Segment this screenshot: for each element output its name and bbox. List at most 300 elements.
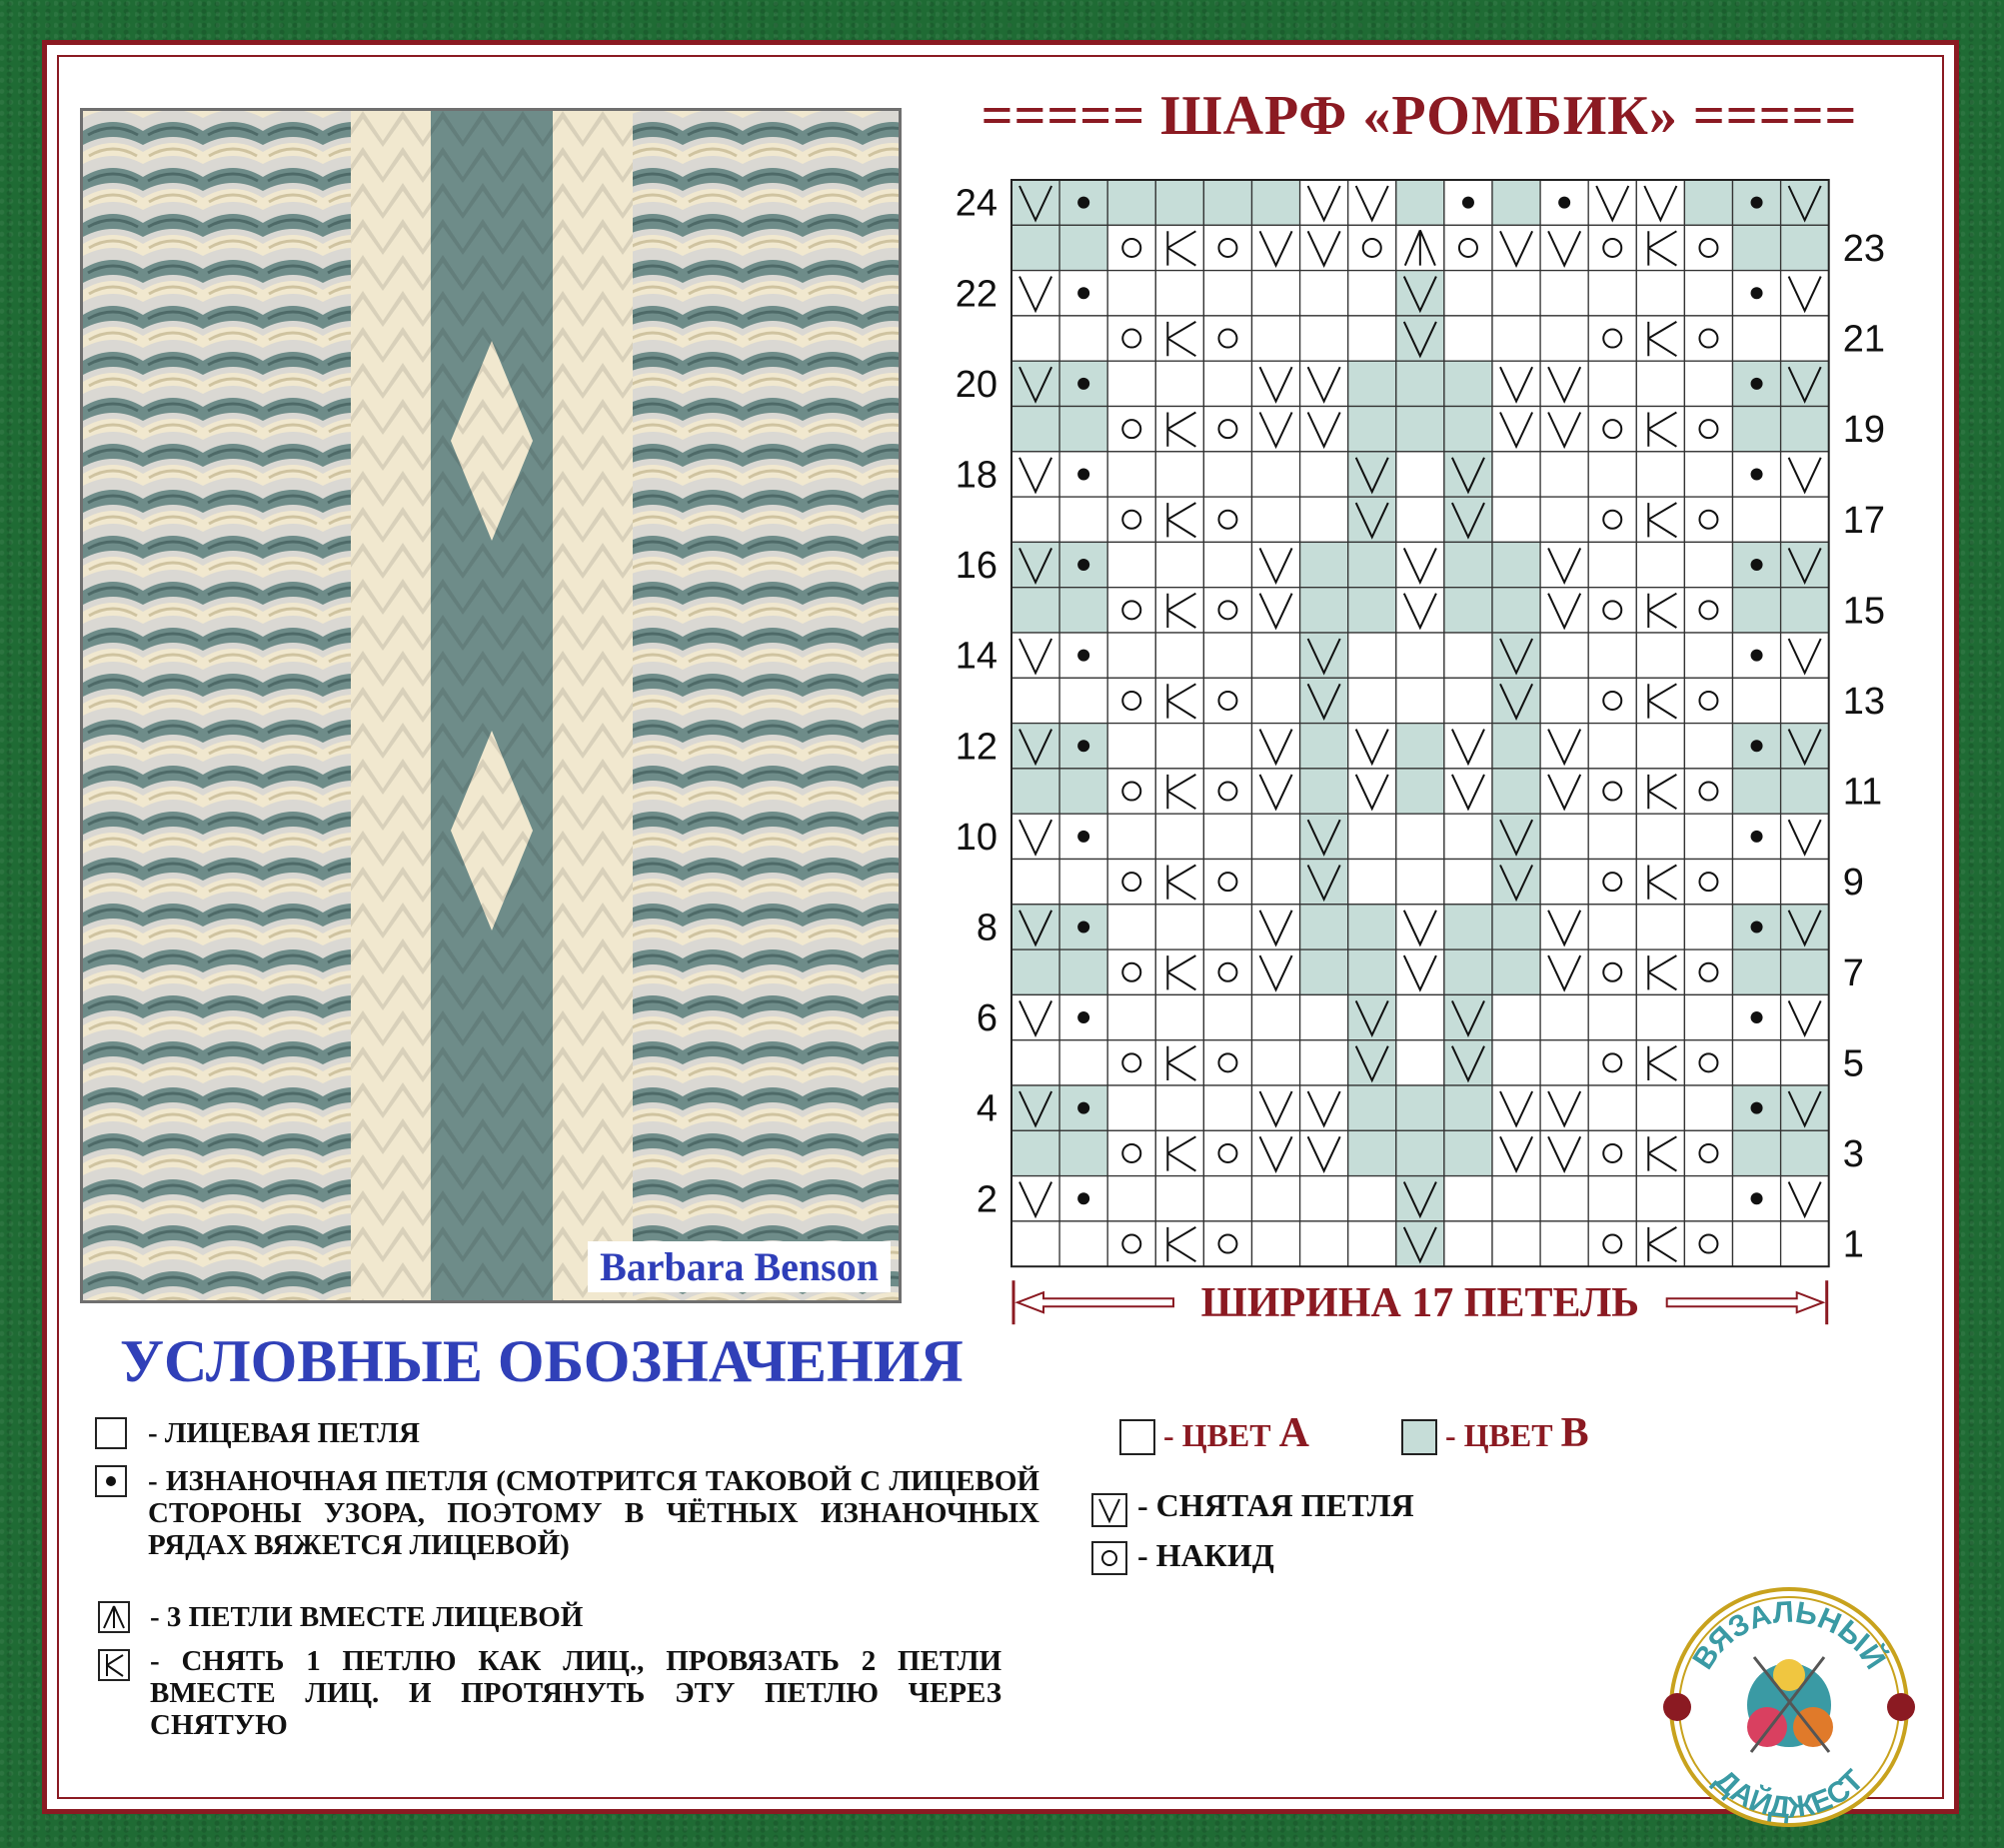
- chart-cell: [1155, 1130, 1203, 1175]
- row-label-right: 19: [1842, 409, 1885, 452]
- chart-cell: [1300, 316, 1348, 361]
- chart-cell: [1203, 361, 1251, 406]
- chart-cell: [1636, 316, 1684, 361]
- chart-cell: [1252, 452, 1300, 497]
- chart-cell: [1155, 678, 1203, 723]
- chart-cell: [1588, 361, 1636, 406]
- chart-cell: [1588, 678, 1636, 723]
- chart-cell: [1636, 1130, 1684, 1175]
- chart-cell: [1492, 1040, 1540, 1085]
- chart-cell: [1684, 180, 1732, 225]
- chart-cell: [1733, 1040, 1781, 1085]
- legend-color-b: [1445, 1410, 1589, 1456]
- chart-cell: [1107, 225, 1155, 270]
- chart-cell: [1155, 860, 1203, 905]
- chart-cell: [1636, 271, 1684, 316]
- purl-mark: [1077, 1192, 1089, 1204]
- purl-mark: [1077, 1102, 1089, 1114]
- chart-cell: [1155, 316, 1203, 361]
- purl-mark: [1751, 1011, 1763, 1023]
- chart-cell: [1107, 1085, 1155, 1130]
- chart-cell: [1636, 1176, 1684, 1221]
- purl-mark: [1751, 1192, 1763, 1204]
- chart-cell: [1107, 271, 1155, 316]
- logo-bottom-text: ДАЙДЖЕСТ: [1707, 1763, 1871, 1825]
- chart-cell: [1300, 949, 1348, 994]
- k3tog-symbol: [98, 1601, 130, 1633]
- row-label-left: 20: [955, 363, 998, 406]
- chart-cell: [1300, 769, 1348, 814]
- row-label-right: 3: [1842, 1132, 1864, 1175]
- chart-cell: [1348, 588, 1396, 633]
- chart-cell: [1588, 633, 1636, 678]
- purl-mark: [1077, 921, 1089, 932]
- chart-cell: [1684, 905, 1732, 949]
- purl-mark: [1751, 740, 1763, 752]
- purl-mark: [1751, 650, 1763, 662]
- chart-cell: [1684, 814, 1732, 859]
- chart-cell: [1444, 271, 1492, 316]
- chart-cell: [1684, 542, 1732, 587]
- chart-cell: [1011, 225, 1059, 270]
- chart-cell: [1540, 497, 1588, 542]
- purl-mark: [1558, 197, 1570, 209]
- chart-cell: [1155, 814, 1203, 859]
- chart-cell: [1155, 407, 1203, 452]
- chart-cell: [1107, 542, 1155, 587]
- chart-cell: [1300, 497, 1348, 542]
- legend-yarn-over: - НАКИД: [1137, 1537, 1274, 1573]
- chart-cell: [1636, 452, 1684, 497]
- chart-cell: [1059, 316, 1107, 361]
- chart-cell: [1203, 949, 1251, 994]
- legend-slipped: - СНЯТАЯ ПЕТЛЯ: [1137, 1487, 1414, 1523]
- chart-cell: [1107, 1130, 1155, 1175]
- chart-cell: [1781, 860, 1829, 905]
- chart-cell: [1540, 678, 1588, 723]
- chart-cell: [1203, 1221, 1251, 1266]
- chart-cell: [1155, 1221, 1203, 1266]
- chart-cell: [1781, 497, 1829, 542]
- chart-cell: [1011, 497, 1059, 542]
- chart-cell: [1155, 361, 1203, 406]
- chart-cell: [1781, 1221, 1829, 1266]
- chart-cell: [1203, 814, 1251, 859]
- chart-cell: [1444, 1085, 1492, 1130]
- chart-cell: [1300, 452, 1348, 497]
- chart-cell: [1396, 678, 1444, 723]
- chart-cell: [1636, 588, 1684, 633]
- chart-cell: [1252, 633, 1300, 678]
- row-label-right: 5: [1842, 1042, 1864, 1085]
- chart-cell: [1059, 1130, 1107, 1175]
- chart-cell: [1492, 994, 1540, 1039]
- chart-cell: [1155, 1040, 1203, 1085]
- chart-cell: [1684, 1221, 1732, 1266]
- chart-cell: [1396, 814, 1444, 859]
- row-label-right: 15: [1842, 590, 1885, 633]
- chart-cell: [1300, 542, 1348, 587]
- sk2p-symbol: [98, 1649, 130, 1681]
- chart-cell: [1492, 542, 1540, 587]
- chart-cell: [1540, 633, 1588, 678]
- chart-cell: [1252, 814, 1300, 859]
- chart-cell: [1203, 452, 1251, 497]
- chart-cell: [1588, 769, 1636, 814]
- chart-cell: [1636, 497, 1684, 542]
- knit-symbol: [95, 1417, 127, 1449]
- chart-cell: [1492, 497, 1540, 542]
- chart-cell: [1300, 905, 1348, 949]
- chart-cell: [1011, 1130, 1059, 1175]
- chart-cell: [1540, 814, 1588, 859]
- chart-cell: [1444, 633, 1492, 678]
- chart-cell: [1492, 452, 1540, 497]
- chart-cell: [1684, 497, 1732, 542]
- chart-cell: [1492, 905, 1540, 949]
- chart-cell: [1155, 180, 1203, 225]
- chart-cell: [1588, 271, 1636, 316]
- chart-cell: [1540, 860, 1588, 905]
- chart-cell: [1107, 949, 1155, 994]
- chart-cell: [1684, 994, 1732, 1039]
- purl-mark: [1751, 378, 1763, 390]
- chart-cell: [1588, 497, 1636, 542]
- chart-cell: [1348, 407, 1396, 452]
- chart-cell: [1588, 1130, 1636, 1175]
- row-label-left: 16: [955, 545, 998, 588]
- chart-cell: [1300, 588, 1348, 633]
- chart-cell: [1588, 225, 1636, 270]
- chart-grid: [1011, 180, 1829, 1266]
- chart-cell: [1107, 1176, 1155, 1221]
- chart-cell: [1011, 949, 1059, 994]
- chart-cell: [1684, 633, 1732, 678]
- chart-cell: [1588, 316, 1636, 361]
- color-b-swatch: [1401, 1419, 1437, 1455]
- chart-cell: [1396, 1085, 1444, 1130]
- chart-cell: [1733, 769, 1781, 814]
- chart-cell: [1396, 497, 1444, 542]
- chart-cell: [1203, 542, 1251, 587]
- chart-cell: [1203, 225, 1251, 270]
- chart-cell: [1059, 588, 1107, 633]
- purl-mark: [1077, 1011, 1089, 1023]
- color-b-letter: В: [1560, 1410, 1589, 1456]
- logo-top-text: ВЯЗАЛЬНЫЙ: [1686, 1595, 1892, 1676]
- chart-cell: [1684, 1040, 1732, 1085]
- chart-cell: [1781, 678, 1829, 723]
- chart-title: ===== ШАРФ «РОМБИК» =====: [981, 85, 1858, 147]
- chart-cell: [1348, 225, 1396, 270]
- chart-cell: [1781, 1130, 1829, 1175]
- row-label-left: 10: [955, 816, 998, 859]
- chart-cell: [1540, 1040, 1588, 1085]
- chart-cell: [1733, 225, 1781, 270]
- chart-cell: [1348, 316, 1396, 361]
- legend-sk2p: - СНЯТЬ 1 ПЕТЛЮ КАК ЛИЦ., ПРОВЯЗАТЬ 2 ПЕТЛИ ВМЕСТЕ ЛИЦ. И ПРОТЯНУТЬ ЭТУ ПЕТЛЮ ЧЕРЕЗ СНЯТУЮ: [150, 1645, 1002, 1741]
- chart-cell: [1684, 316, 1732, 361]
- chart-cell: [1588, 949, 1636, 994]
- chart-cell: [1203, 905, 1251, 949]
- vyazalny-digest-logo: [1659, 1577, 1919, 1837]
- chart-cell: [1684, 1085, 1732, 1130]
- chart-cell: [1300, 1176, 1348, 1221]
- chart-cell: [1396, 180, 1444, 225]
- legend-k3tog: - 3 ПЕТЛИ ВМЕСТЕ ЛИЦЕВОЙ: [150, 1601, 584, 1633]
- chart-cell: [1396, 724, 1444, 769]
- yarn-over-symbol: [1091, 1541, 1127, 1575]
- chart-cell: [1203, 994, 1251, 1039]
- color-a-prefix: - ЦВЕТ: [1163, 1417, 1271, 1453]
- chart-cell: [1733, 588, 1781, 633]
- chart-cell: [1011, 769, 1059, 814]
- purl-symbol: [95, 1465, 127, 1497]
- chart-cell: [1203, 860, 1251, 905]
- chart-cell: [1588, 905, 1636, 949]
- chart-cell: [1155, 1176, 1203, 1221]
- chart-cell: [1107, 769, 1155, 814]
- chart-cell: [1203, 678, 1251, 723]
- chart-cell: [1348, 814, 1396, 859]
- purl-mark: [1077, 650, 1089, 662]
- chart-cell: [1107, 678, 1155, 723]
- chart-cell: [1348, 271, 1396, 316]
- chart-cell: [1636, 225, 1684, 270]
- chart-cell: [1636, 860, 1684, 905]
- chart-cell: [1636, 949, 1684, 994]
- row-label-left: 22: [955, 273, 998, 316]
- chart-cell: [1588, 1221, 1636, 1266]
- chart-cell: [1203, 769, 1251, 814]
- chart-cell: [1492, 316, 1540, 361]
- chart-cell: [1348, 1176, 1396, 1221]
- chart-cell: [1011, 1040, 1059, 1085]
- chart-cell: [1781, 316, 1829, 361]
- chart-cell: [1348, 860, 1396, 905]
- chart-cell: [1059, 860, 1107, 905]
- chart-cell: [1588, 588, 1636, 633]
- chart-cell: [1444, 316, 1492, 361]
- chart-cell: [1155, 497, 1203, 542]
- purl-mark: [1751, 921, 1763, 932]
- chart-cell: [1203, 724, 1251, 769]
- chart-cell: [1107, 361, 1155, 406]
- chart-cell: [1203, 407, 1251, 452]
- chart-cell: [1300, 724, 1348, 769]
- purl-mark: [1462, 197, 1474, 209]
- chart-cell: [1444, 678, 1492, 723]
- chart-cell: [1396, 860, 1444, 905]
- chart-cell: [1107, 452, 1155, 497]
- chart-cell: [1636, 724, 1684, 769]
- chart-cell: [1348, 1221, 1396, 1266]
- chart-cell: [1203, 497, 1251, 542]
- purl-mark: [1751, 1102, 1763, 1114]
- legend-color-a: [1163, 1410, 1309, 1456]
- chart-cell: [1684, 407, 1732, 452]
- chart-cell: [1107, 814, 1155, 859]
- chart-cell: [1492, 949, 1540, 994]
- chart-cell: [1684, 1130, 1732, 1175]
- chart-cell: [1781, 407, 1829, 452]
- chart-cell: [1348, 361, 1396, 406]
- chart-cell: [1492, 271, 1540, 316]
- chart-cell: [1348, 542, 1396, 587]
- chart-cell: [1203, 1176, 1251, 1221]
- row-label-right: 13: [1842, 680, 1885, 723]
- chart-cell: [1492, 588, 1540, 633]
- chart-cell: [1011, 678, 1059, 723]
- chart-cell: [1155, 225, 1203, 270]
- row-label-left: 6: [976, 997, 998, 1040]
- chart-cell: [1684, 452, 1732, 497]
- row-label-right: 1: [1842, 1223, 1864, 1266]
- slipped-symbol: [1091, 1493, 1127, 1527]
- chart-cell: [1444, 1176, 1492, 1221]
- chart-cell: [1781, 225, 1829, 270]
- row-label-left: 24: [955, 182, 998, 225]
- chart-cell: [1107, 633, 1155, 678]
- chart-cell: [1444, 1130, 1492, 1175]
- chart-cell: [1107, 994, 1155, 1039]
- chart-cell: [1203, 588, 1251, 633]
- chart-cell: [1059, 769, 1107, 814]
- chart-cell: [1203, 633, 1251, 678]
- chart-cell: [1636, 769, 1684, 814]
- chart-cell: [1684, 860, 1732, 905]
- chart-cell: [1588, 860, 1636, 905]
- chart-cell: [1733, 1130, 1781, 1175]
- chart-cell: [1492, 1221, 1540, 1266]
- chart-cell: [1781, 949, 1829, 994]
- chart-cell: [1396, 769, 1444, 814]
- purl-mark: [1751, 468, 1763, 480]
- chart-cell: [1588, 1085, 1636, 1130]
- chart-cell: [1059, 678, 1107, 723]
- legend-purl: - ИЗНАНОЧНАЯ ПЕТЛЯ (СМОТРИТСЯ ТАКОВОЙ С ЛИЦЕВОЙ СТОРОНЫ УЗОРА, ПОЭТОМУ В ЧЁТНЫХ ИЗНАНОЧНЫХ РЯДАХ ВЯЖЕТСЯ ЛИЦЕВОЙ): [148, 1465, 1039, 1561]
- chart-cell: [1252, 1176, 1300, 1221]
- chart-cell: [1733, 860, 1781, 905]
- purl-mark: [1077, 740, 1089, 752]
- chart-cell: [1733, 678, 1781, 723]
- chart-cell: [1059, 949, 1107, 994]
- purl-mark: [1077, 559, 1089, 571]
- chart-cell: [1636, 905, 1684, 949]
- chart-cell: [1636, 1085, 1684, 1130]
- color-a-swatch: [1119, 1419, 1155, 1455]
- chart-cell: [1300, 1221, 1348, 1266]
- chart-cell: [1396, 1040, 1444, 1085]
- chart-cell: [1781, 769, 1829, 814]
- chart-cell: [1444, 407, 1492, 452]
- chart-cell: [1252, 497, 1300, 542]
- chart-cell: [1588, 724, 1636, 769]
- chart-cell: [1107, 316, 1155, 361]
- chart-cell: [1684, 271, 1732, 316]
- chart-cell: [1396, 1130, 1444, 1175]
- row-label-right: 7: [1842, 951, 1864, 994]
- purl-mark: [1751, 559, 1763, 571]
- row-label-left: 4: [976, 1087, 998, 1130]
- chart-cell: [1636, 994, 1684, 1039]
- chart-cell: [1252, 994, 1300, 1039]
- chart-cell: [1252, 860, 1300, 905]
- chart-cell: [1107, 497, 1155, 542]
- chart-cell: [1540, 271, 1588, 316]
- chart-cell: [1684, 1176, 1732, 1221]
- chart-cell: [1636, 633, 1684, 678]
- chart-cell: [1155, 905, 1203, 949]
- chart-cell: [1011, 588, 1059, 633]
- chart-cell: [1396, 633, 1444, 678]
- chart-cell: [1444, 225, 1492, 270]
- chart-cell: [1444, 905, 1492, 949]
- chart-cell: [1011, 407, 1059, 452]
- chart-cell: [1059, 225, 1107, 270]
- color-a-letter: А: [1278, 1410, 1309, 1456]
- chart-cell: [1684, 361, 1732, 406]
- chart-cell: [1107, 1040, 1155, 1085]
- width-arrow-right: [1667, 1292, 1823, 1312]
- chart-cell: [1444, 361, 1492, 406]
- chart-cell: [1107, 407, 1155, 452]
- chart-cell: [1107, 905, 1155, 949]
- chart-cell: [1203, 1085, 1251, 1130]
- chart-cell: [1781, 588, 1829, 633]
- chart-cell: [1011, 860, 1059, 905]
- chart-cell: [1203, 180, 1251, 225]
- chart-cell: [1733, 497, 1781, 542]
- chart-cell: [1155, 769, 1203, 814]
- chart-cell: [1588, 1040, 1636, 1085]
- chart-cell: [1252, 271, 1300, 316]
- chart-cell: [1781, 1040, 1829, 1085]
- purl-mark: [1751, 287, 1763, 299]
- chart-cell: [1300, 1040, 1348, 1085]
- purl-mark: [1077, 378, 1089, 390]
- chart-cell: [1107, 588, 1155, 633]
- chart-cell: [1059, 407, 1107, 452]
- color-b-prefix: - ЦВЕТ: [1445, 1417, 1553, 1453]
- legend-title: УСЛОВНЫЕ ОБОЗНАЧЕНИЯ: [120, 1328, 964, 1394]
- chart-cell: [1636, 1040, 1684, 1085]
- chart-cell: [1733, 316, 1781, 361]
- chart-cell: [1444, 860, 1492, 905]
- chart-cell: [1155, 271, 1203, 316]
- chart-cell: [1540, 316, 1588, 361]
- chart-cell: [1540, 1221, 1588, 1266]
- chart-cell: [1684, 588, 1732, 633]
- chart-cell: [1348, 905, 1396, 949]
- chart-cell: [1252, 1221, 1300, 1266]
- chart-cell: [1348, 678, 1396, 723]
- chart-cell: [1011, 1221, 1059, 1266]
- chart-cell: [1155, 994, 1203, 1039]
- chart-cell: [1396, 361, 1444, 406]
- chart-cell: [1588, 814, 1636, 859]
- chart-cell: [1684, 678, 1732, 723]
- chart-cell: [1636, 814, 1684, 859]
- chart-cell: [1588, 452, 1636, 497]
- chart-cell: [1396, 452, 1444, 497]
- row-label-left: 18: [955, 454, 998, 497]
- chart-cell: [1396, 994, 1444, 1039]
- chart-cell: [1348, 1130, 1396, 1175]
- row-label-right: 9: [1842, 862, 1864, 905]
- chart-cell: [1252, 180, 1300, 225]
- chart-cell: [1155, 1085, 1203, 1130]
